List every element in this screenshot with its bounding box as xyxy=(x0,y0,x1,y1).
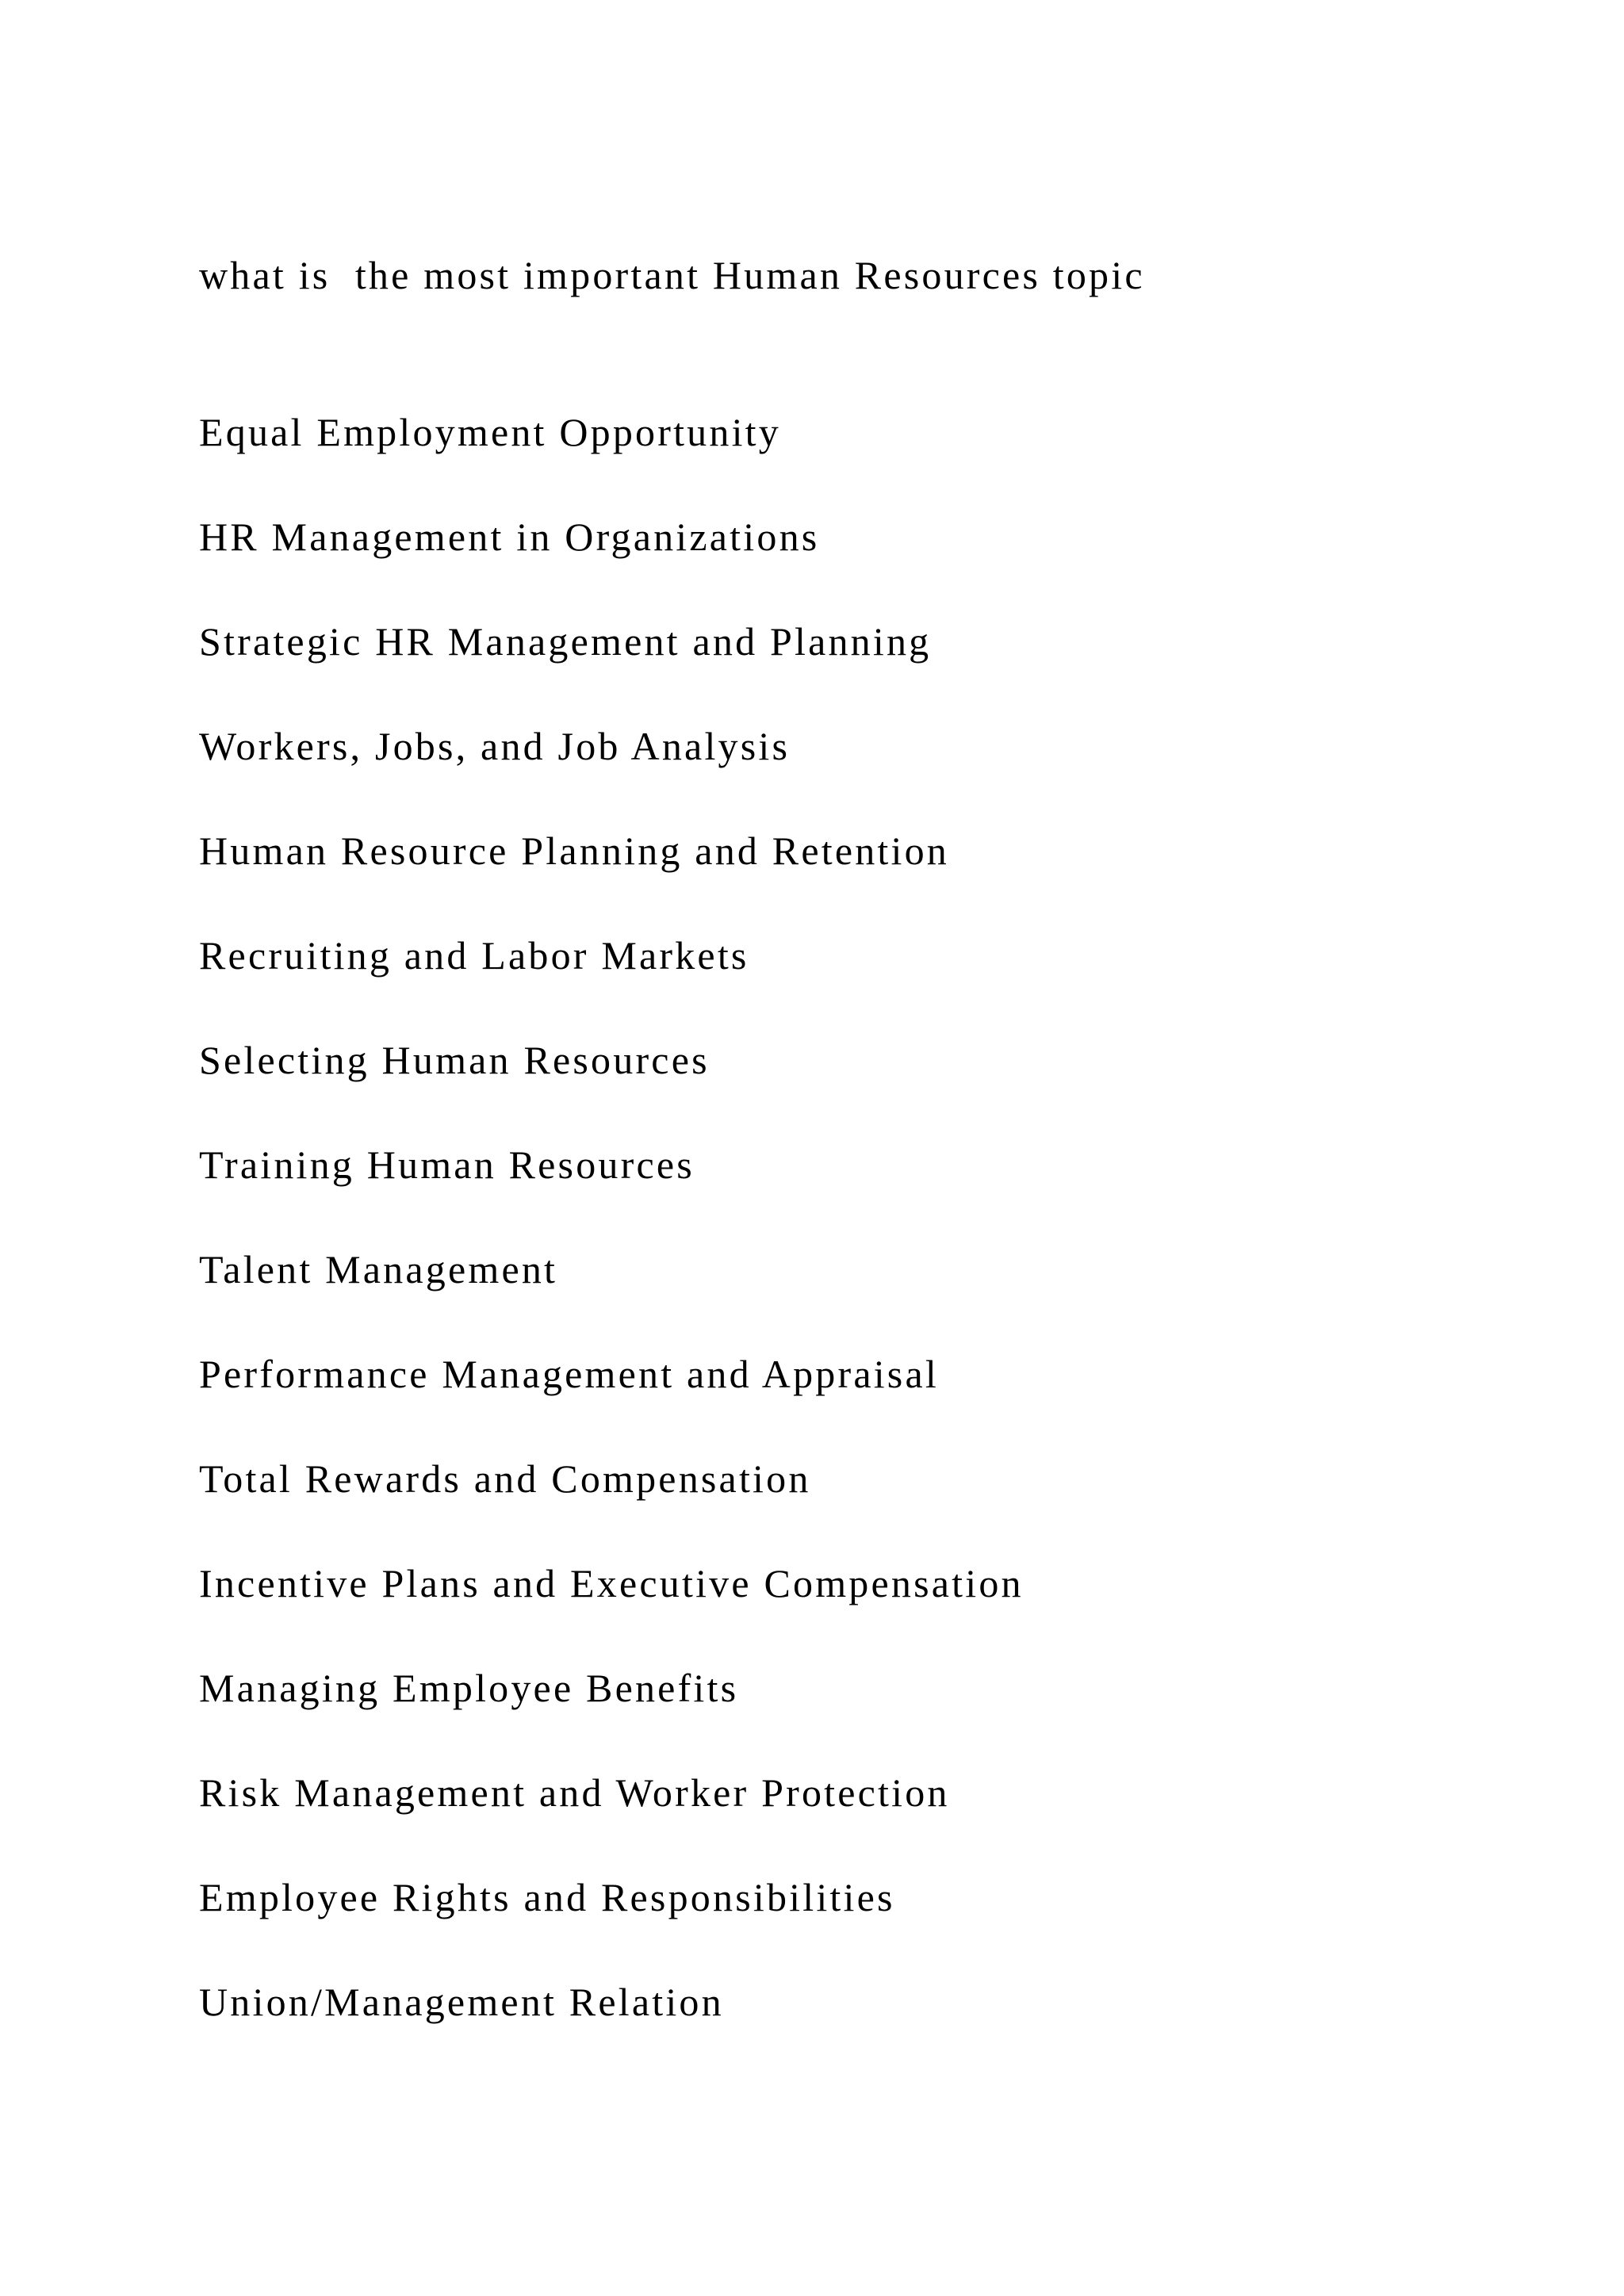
list-item: Employee Rights and Responsibilities xyxy=(199,1875,895,1919)
list-item: Recruiting and Labor Markets xyxy=(199,933,749,978)
list-item: Selecting Human Resources xyxy=(199,1038,710,1082)
list-item: Talent Management xyxy=(199,1247,558,1292)
list-item: Total Rewards and Compensation xyxy=(199,1456,811,1501)
list-item: Risk Management and Worker Protection xyxy=(199,1770,950,1815)
list-item: Workers, Jobs, and Job Analysis xyxy=(199,724,791,768)
list-item: Equal Employment Opportunity xyxy=(199,410,781,454)
list-item: Incentive Plans and Executive Compensation xyxy=(199,1561,1024,1605)
list-item: Performance Management and Appraisal xyxy=(199,1352,939,1396)
list-item: HR Management in Organizations xyxy=(199,515,820,559)
list-item: Union/Management Relation xyxy=(199,1980,724,2024)
list-item: Human Resource Planning and Retention xyxy=(199,828,950,873)
list-item: Managing Employee Benefits xyxy=(199,1666,739,1710)
page-title: what is the most important Human Resources topic xyxy=(199,253,1145,297)
list-item: Training Human Resources xyxy=(199,1142,695,1187)
list-item: Strategic HR Management and Planning xyxy=(199,619,932,664)
